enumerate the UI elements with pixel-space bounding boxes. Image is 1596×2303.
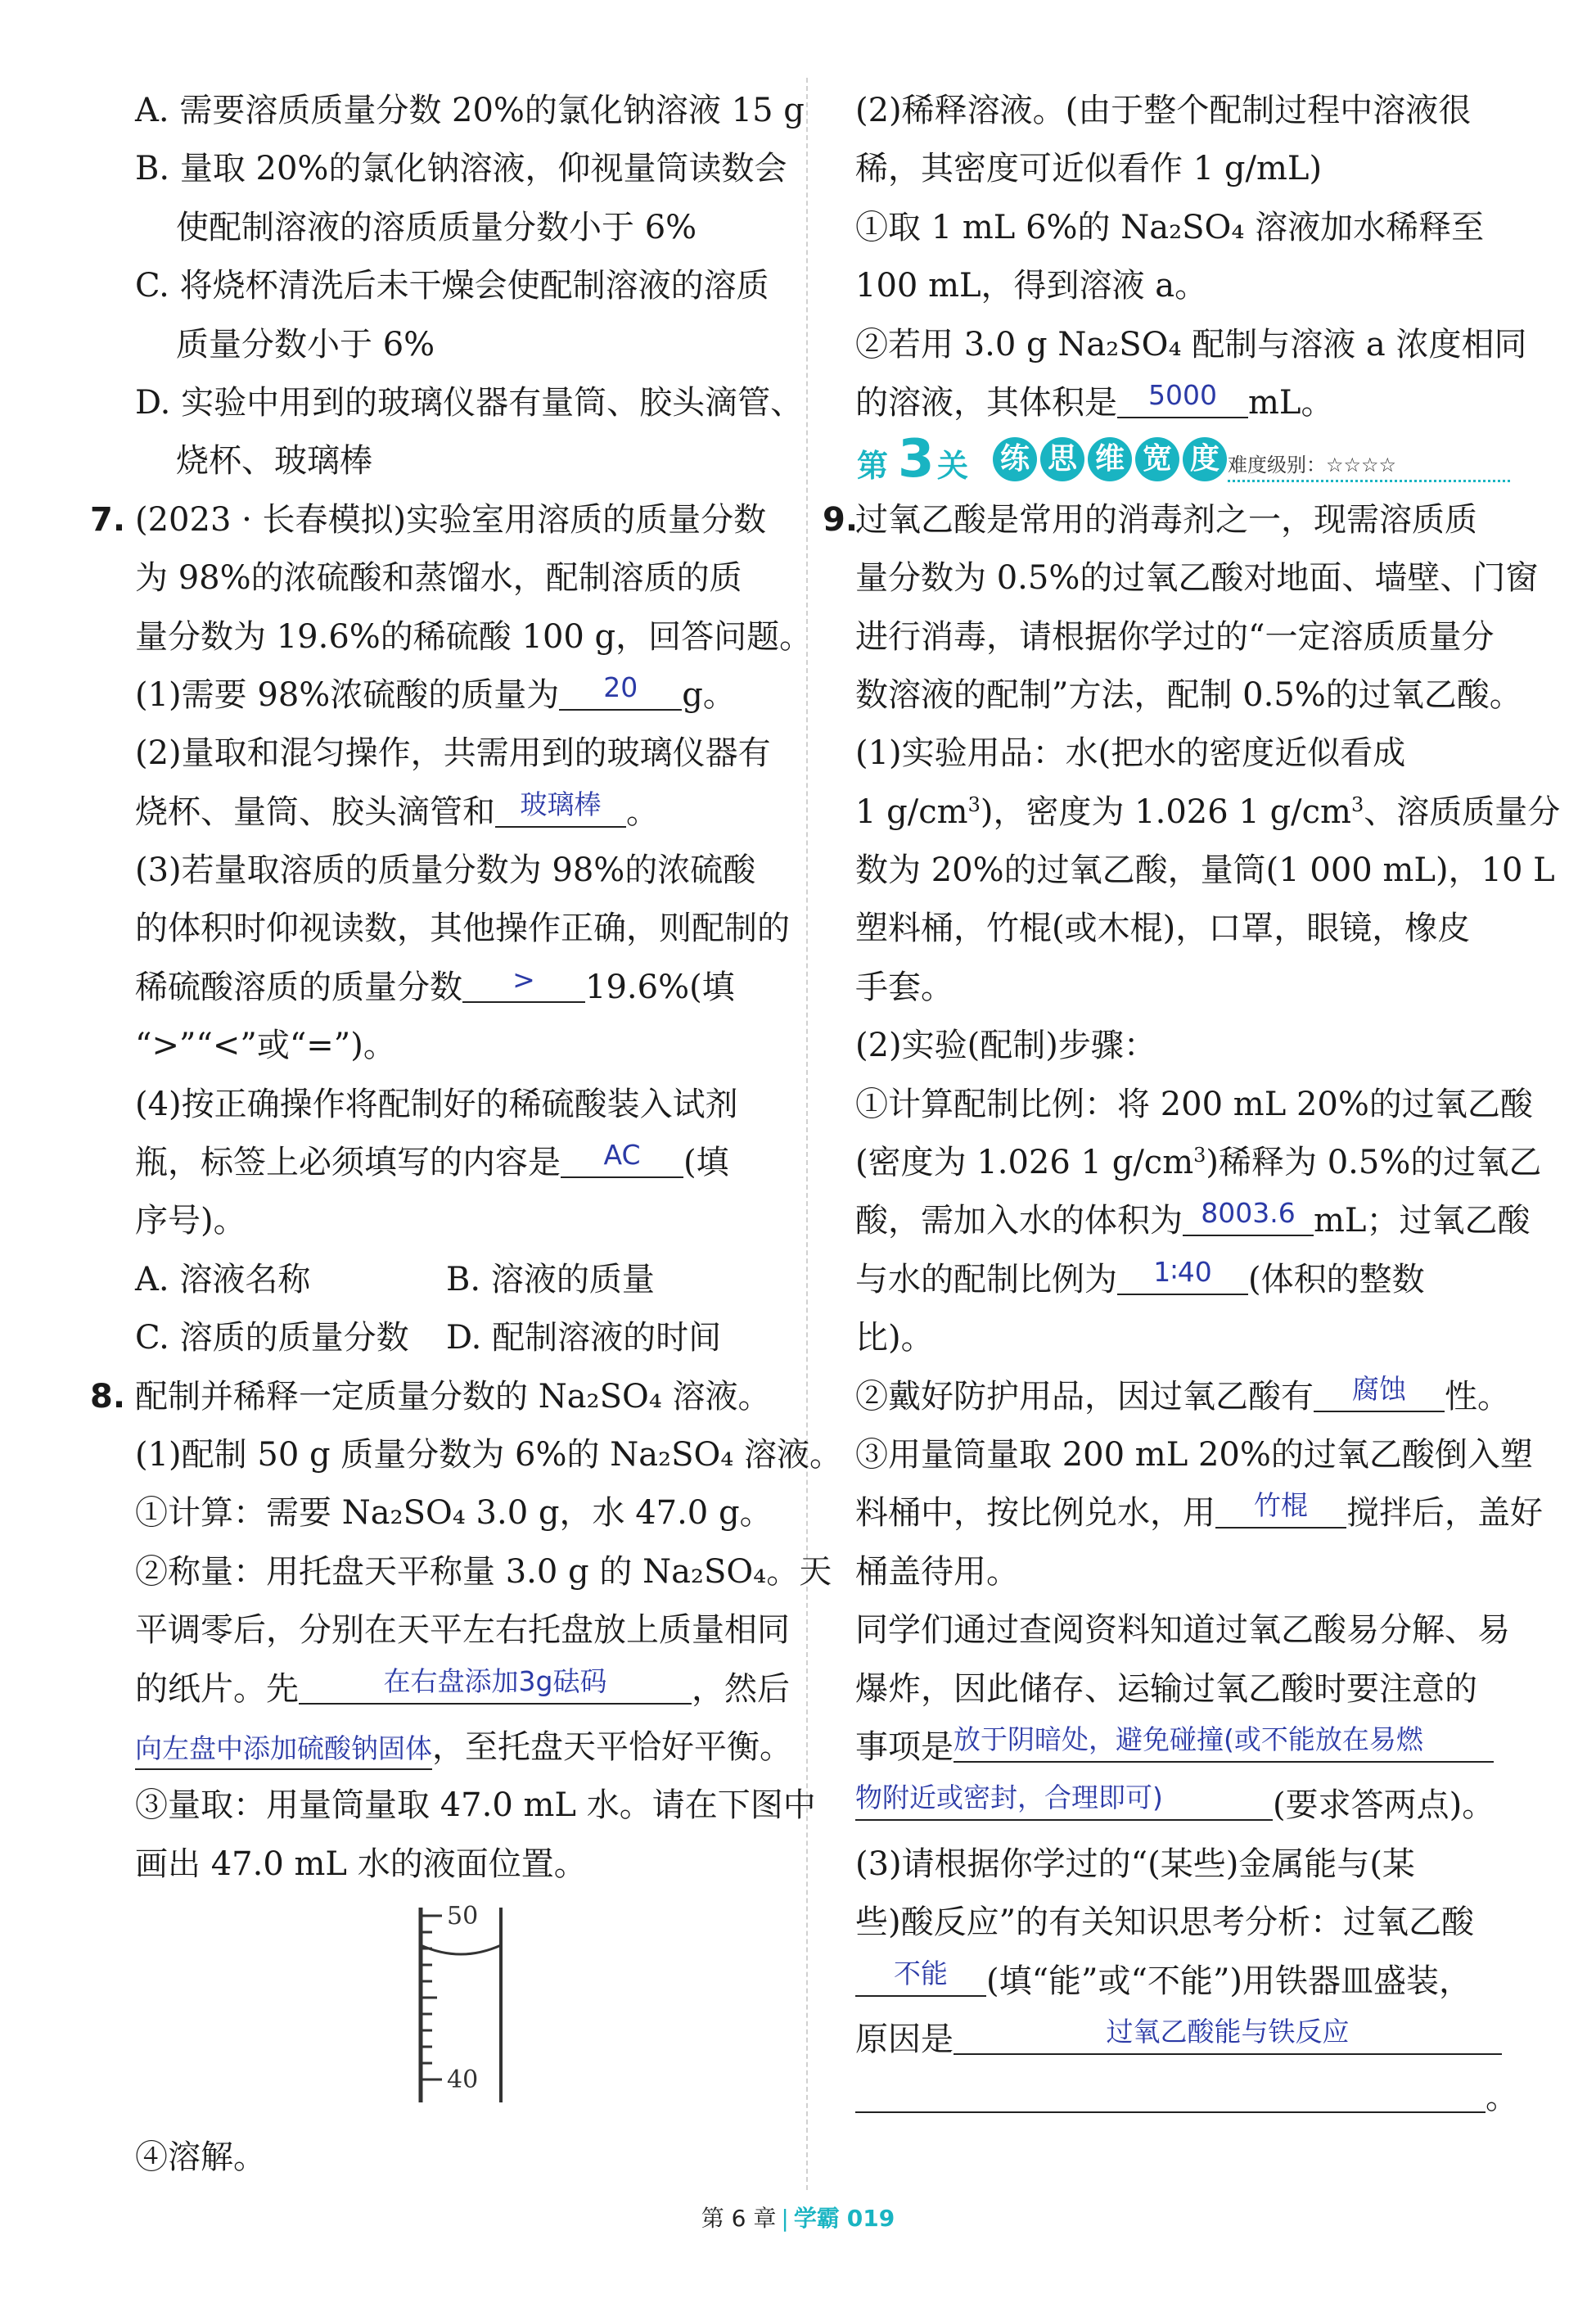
q7-option-c: C. 溶质的质量分数: [135, 1319, 409, 1357]
left-column: [90, 82, 843, 1894]
q6-option-c: C. 将烧杯清洗后未干燥会使配制溶液的溶质: [135, 267, 769, 305]
q9-answer-5b[interactable]: 物附近或密封，合理即可): [855, 1780, 1273, 1821]
q6-option-b-cont: 使配制溶液的溶质质量分数小于 6%: [176, 208, 697, 246]
q9-stem-line2: 量分数为 0.5%的过氧乙酸对地面、墙壁、门窗: [855, 559, 1539, 598]
q9-answer-4[interactable]: 竹棍: [1215, 1488, 1346, 1529]
q8-step4: ④溶解。: [135, 2138, 266, 2176]
q8-step2-line2: 平调零后，分别在天平左右托盘放上质量相同: [135, 1611, 790, 1650]
section-banner: 第 3 关 练 思 维 宽 度 难度级别：☆☆☆☆: [855, 432, 1510, 490]
q9-answer-5a[interactable]: 放于阴暗处，避免碰撞(或不能放在易燃: [954, 1722, 1494, 1763]
q7-answer-2[interactable]: 玻璃棒: [495, 787, 626, 828]
cylinder-label-top: 50: [447, 1902, 479, 1930]
q8-part2-line3: ①取 1 mL 6%的 Na₂SO₄ 溶液加水稀释至: [855, 208, 1485, 246]
footer-separator: |: [781, 2205, 789, 2232]
q9-part2-line13: 事项是 放于阴暗处，避免碰撞(或不能放在易燃: [855, 1718, 1510, 1777]
q8-answer-2[interactable]: 向左盘中添加硫酸钠固体: [135, 1729, 432, 1770]
q9-part2-line14: 物附近或密封，合理即可) (要求答两点)。: [855, 1781, 1495, 1825]
q7-part2-line2: 烧杯、量筒、胶头滴管和 玻璃棒 。: [135, 788, 659, 831]
q7-answer-1[interactable]: 20: [559, 670, 682, 711]
q9-stem-line1: 9. 过氧乙酸是常用的消毒剂之一，现需溶质质: [855, 491, 1510, 549]
q8-step3-line2: 画出 47.0 mL 水的液面位置。: [135, 1845, 587, 1883]
q8-part2-line4: 100 mL，得到溶液 a。: [855, 267, 1208, 305]
q9-part2-line6: 比)。: [855, 1319, 934, 1357]
q8-part2-line5: ②若用 3.0 g Na₂SO₄ 配制与溶液 a 浓度相同: [855, 325, 1527, 364]
q8-step3-line1: ③量取：用量筒量取 47.0 mL 水。请在下图中: [135, 1786, 816, 1825]
footer-brand: 学霸: [793, 2205, 840, 2232]
q9-part3-line1: (3)请根据你学过的“(某些)金属能与(某: [855, 1845, 1415, 1883]
q8-step2-line3: 的纸片。先 在右盘添加3g砝码 ，然后: [135, 1664, 790, 1708]
q9-part2-line7: ②戴好防护用品，因过氧乙酸有 腐蚀 性。: [855, 1372, 1510, 1416]
right-column: [823, 82, 1561, 2128]
footer-page-number: 019: [846, 2205, 895, 2232]
q6-option-a: A. 需要溶质质量分数 20%的氯化钠溶液 15 g: [135, 92, 805, 129]
q9-part2-line12: 爆炸，因此储存、运输过氧乙酸时要注意的: [855, 1669, 1477, 1708]
q9-answer-6[interactable]: 不能: [855, 1956, 986, 1997]
q7-stem-line2: 为 98%的浓硫酸和蒸馏水，配制溶质的质: [135, 559, 742, 598]
q9-part1-line3: 数为 20%的过氧乙酸，量筒(1 000 mL)，10 L: [855, 851, 1555, 890]
q6-option-b: B. 量取 20%的氯化钠溶液，仰视量筒读数会: [135, 150, 787, 188]
q8-answer-3[interactable]: 5000: [1117, 377, 1248, 418]
q6-option-d-cont: 烧杯、玻璃棒: [176, 442, 372, 481]
q9-part1-line1: (1)实验用品：水(把水的密度近似看成: [855, 734, 1406, 773]
q9-part3-line5: 。: [855, 2069, 1510, 2127]
q9-part1-line2: 1 $g/cm^3$)，密度为 1.026 1 $g/cm^3$、溶质质量分: [855, 793, 1561, 831]
q7-answer-3[interactable]: >: [462, 962, 585, 1003]
q8-part1: (1)配制 50 g 质量分数为 6%的 Na₂SO₄ 溶液。: [135, 1435, 843, 1474]
q7-stem-line3: 量分数为 19.6%的稀硫酸 100 g，回答问题。: [135, 617, 813, 656]
q9-number: 9.: [823, 500, 859, 539]
q7-option-b: B. 溶液的质量: [446, 1260, 655, 1298]
q9-part2-line4: 酸，需加入水的体积为 8003.6 mL；过氧乙酸: [855, 1197, 1531, 1240]
q7-options-ab: [90, 1251, 802, 1309]
banner-title: 练 思 维 宽 度: [993, 437, 1227, 481]
q9-answer-3[interactable]: 腐蚀: [1314, 1371, 1445, 1412]
q6-option-d: D. 实验中用到的玻璃仪器有量筒、胶头滴管、: [135, 383, 804, 422]
q9-part1-line5: 手套。: [855, 968, 954, 1006]
q9-answer-7[interactable]: 过氧乙酸能与铁反应: [954, 2014, 1502, 2055]
liquid-meniscus: [421, 1945, 501, 1954]
q7-part3-line4: “>”“<”或“=”)。: [135, 1027, 396, 1065]
q7-part4-line3: 序号)。: [135, 1202, 246, 1240]
q7-part1: (1)需要 98%浓硫酸的质量为 20 g。: [135, 671, 736, 714]
q9-part2-line2: ①计算配制比例：将 200 mL 20%的过氧乙酸: [855, 1085, 1533, 1123]
q9-part2-line5: 与水的配制比例为 1∶40 (体积的整数: [855, 1255, 1425, 1298]
q9-part3-line4: 原因是 过氧乙酸能与铁反应: [855, 2011, 1510, 2069]
q9-part2-line11: 同学们通过查阅资料知道过氧乙酸易分解、易: [855, 1611, 1510, 1650]
q7-number: 7.: [90, 500, 126, 539]
q9-answer-2[interactable]: 1∶40: [1117, 1254, 1248, 1295]
q7-answer-4[interactable]: AC: [561, 1137, 683, 1178]
cylinder-label-bottom: 40: [447, 2066, 479, 2094]
q7-part4-line1: (4)按正确操作将配制好的稀硫酸装入试剂: [135, 1085, 738, 1123]
q8-part2-line1: (2)稀释溶液。(由于整个配制过程中溶液很: [855, 92, 1472, 129]
q9-part2-line9: 料桶中，按比例兑水，用 竹棍 搅拌后，盖好: [855, 1489, 1543, 1533]
q7-stem-line1: 7. (2023 · 长春模拟)实验室用溶质的质量分数: [90, 491, 802, 549]
footer-chapter: 第 6 章: [701, 2205, 777, 2232]
q9-part2-line1: (2)实验(配制)步骤：: [855, 1027, 1156, 1065]
q6-option-c-cont: 质量分数小于 6%: [176, 325, 435, 364]
q7-part4-line2: 瓶，标签上必须填写的内容是 AC (填: [135, 1139, 729, 1182]
difficulty-level: 难度级别：☆☆☆☆: [1228, 454, 1397, 477]
q9-part3-line3: 不能 (填“能”或“不能”)用铁器皿盛装，: [855, 1953, 1510, 2011]
q8-step2-line1: ②称量：用托盘天平称量 3.0 g 的 Na₂SO₄。天: [135, 1552, 832, 1591]
page-footer: [0, 2201, 1596, 2233]
q8-step2-line4: 向左盘中添加硫酸钠固体，至托盘天平恰好平衡。: [90, 1718, 802, 1777]
graduated-cylinder-figure: [409, 1899, 524, 2112]
q7-part3-line2: 的体积时仰视读数，其他操作正确，则配制的: [135, 910, 790, 948]
q9-part1-line4: 塑料桶，竹棍(或木棍)，口罩，眼镜，橡皮: [855, 910, 1471, 948]
q7-option-d: D. 配制溶液的时间: [446, 1319, 722, 1357]
q9-part2-line8: ③用量筒量取 200 mL 20%的过氧乙酸倒入塑: [855, 1435, 1533, 1474]
q8-stem: 8. 配制并稀释一定质量分数的 Na₂SO₄ 溶液。: [90, 1368, 802, 1426]
q9-part2-line10: 桶盖待用。: [855, 1552, 1019, 1591]
q7-options-cd: [90, 1309, 802, 1367]
q7-part3-line3: 稀硫酸溶质的质量分数 > 19.6%(填: [135, 963, 735, 1006]
q9-stem-line4: 数溶液的配制”方法，配制 0.5%的过氧乙酸。: [855, 675, 1522, 714]
q7-option-a: A. 溶液名称: [135, 1260, 311, 1298]
q9-answer-1[interactable]: 8003.6: [1183, 1195, 1314, 1236]
q9-part2-line3: (密度为 1.026 1 $g/cm^3$)稀释为 0.5%的过氧乙: [855, 1144, 1542, 1182]
column-divider: [806, 78, 808, 2190]
q8-answer-1[interactable]: 在右盘添加3g砝码: [299, 1664, 692, 1705]
q9-part3-line2: 些)酸反应”的有关知识思考分析：过氧乙酸: [855, 1903, 1475, 1942]
q9-stem-line3: 进行消毒，请根据你学过的“一定溶质质量分: [855, 617, 1495, 656]
q8-part2-line6: 的溶液，其体积是 5000 mL。: [855, 378, 1334, 422]
q8-step1: ①计算：需要 Na₂SO₄ 3.0 g，水 47.0 g。: [135, 1494, 773, 1533]
q9-answer-7-cont[interactable]: [855, 2072, 1486, 2113]
q7-part2-line1: (2)量取和混匀操作，共需用到的玻璃仪器有: [135, 734, 771, 773]
q8-number: 8.: [90, 1377, 126, 1416]
q7-part3-line1: (3)若量取溶质的质量分数为 98%的浓硫酸: [135, 851, 756, 890]
q8-part2-line2: 稀，其密度可近似看作 1 g/mL): [855, 150, 1323, 188]
